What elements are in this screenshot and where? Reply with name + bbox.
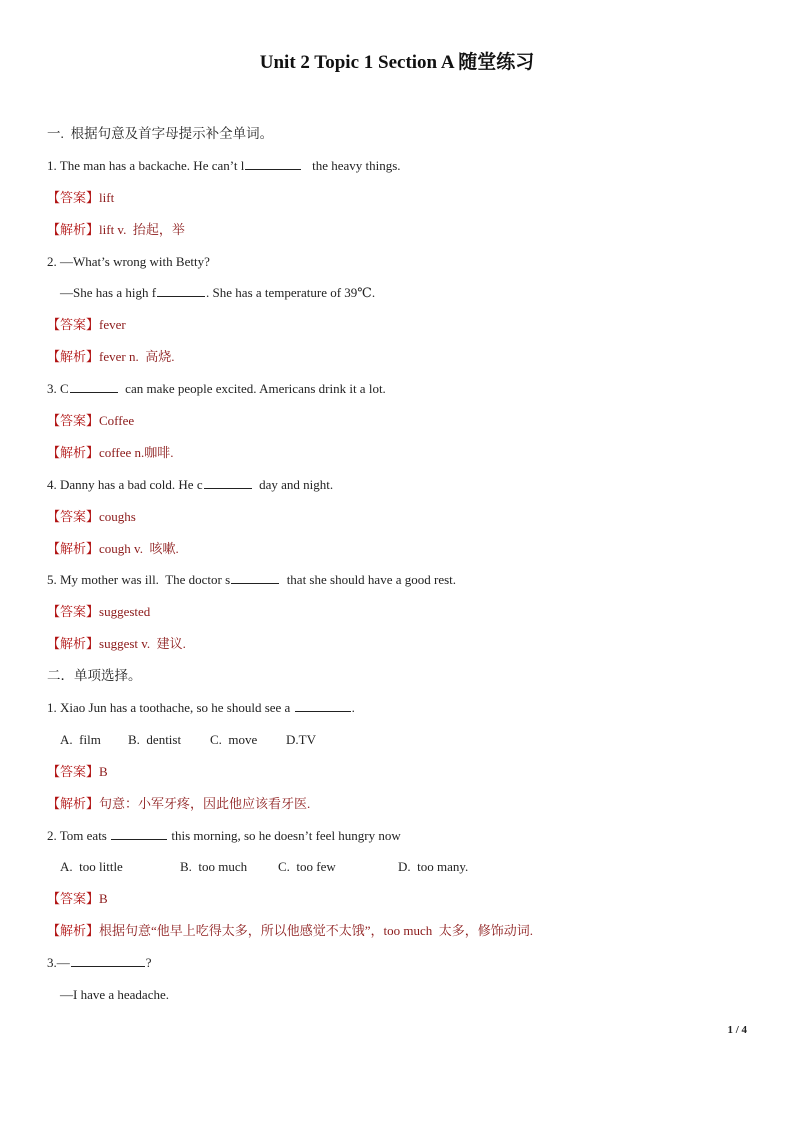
answer-blank xyxy=(71,953,145,967)
answer-blank xyxy=(245,156,301,170)
page-title: Unit 2 Topic 1 Section A 随堂练习 xyxy=(259,52,535,73)
question-text: 1. The man has a backache. He can’t l xyxy=(47,157,245,173)
section-heading: 二．单项选择。 xyxy=(47,668,142,684)
options-line xyxy=(47,851,757,883)
answer-blank xyxy=(111,826,167,840)
question-line xyxy=(47,692,757,724)
answer-text: suggested xyxy=(99,604,151,620)
analysis-text: 根据句意“他早上吃得太多，所以他感觉不太饿”，too much 太多，修饰动词. xyxy=(99,923,534,939)
question-text: can make people excited. Americans drink it a lot. xyxy=(125,381,386,397)
answer-line xyxy=(47,756,757,788)
analysis-text: 句意：小军牙疼，因此他应该看牙医. xyxy=(99,795,311,811)
analysis-text: suggest v. 建议. xyxy=(99,636,186,652)
analysis-text: coffee n.咖啡. xyxy=(99,444,174,460)
page-number: 1 / 4 xyxy=(727,1024,747,1036)
answer-blank xyxy=(70,379,118,393)
answer-line xyxy=(47,501,757,533)
question-text: . She has a temperature of 39℃. xyxy=(206,285,376,301)
answer-line xyxy=(47,596,757,628)
option-d: D.TV xyxy=(286,731,316,747)
answer-line xyxy=(47,405,757,437)
question-text: 1. Xiao Jun has a toothache, so he should see a xyxy=(47,700,294,716)
answer-tag: 【答案】 xyxy=(47,317,100,333)
question-line xyxy=(47,277,757,309)
analysis-tag: 【解析】 xyxy=(47,636,100,652)
question-line xyxy=(47,947,757,979)
analysis-line xyxy=(47,533,757,565)
analysis-line xyxy=(47,341,757,373)
question-line xyxy=(47,820,757,852)
option-c: C. too few xyxy=(278,859,336,875)
question-line: —I have a headache. xyxy=(60,987,169,1003)
analysis-text: lift v. 抬起，举 xyxy=(99,221,185,237)
question-text: this morning, so he doesn’t feel hungry now xyxy=(168,827,401,843)
question-line xyxy=(47,564,757,596)
question-text: 5. My mother was ill. The doctor s xyxy=(47,572,231,588)
answer-tag: 【答案】 xyxy=(47,189,100,205)
answer-blank xyxy=(204,475,252,489)
analysis-tag: 【解析】 xyxy=(47,444,100,460)
answer-line xyxy=(47,309,757,341)
option-b: B. dentist xyxy=(128,731,182,747)
options-line xyxy=(47,724,757,756)
analysis-line xyxy=(47,915,757,947)
answer-text: lift xyxy=(99,189,115,205)
answer-tag: 【答案】 xyxy=(47,891,100,907)
analysis-line xyxy=(47,788,757,820)
question-text: the heavy things. xyxy=(312,157,401,173)
question-text: —She has a high f xyxy=(60,285,157,301)
question-text: 3. C xyxy=(47,381,69,397)
analysis-tag: 【解析】 xyxy=(47,349,100,365)
analysis-line xyxy=(47,214,757,246)
analysis-line xyxy=(47,628,757,660)
question-text: day and night. xyxy=(259,476,334,492)
question-line xyxy=(47,150,757,182)
answer-blank xyxy=(295,698,351,712)
question-text: 4. Danny has a bad cold. He c xyxy=(47,476,203,492)
answer-text: coughs xyxy=(99,508,136,524)
analysis-tag: 【解析】 xyxy=(47,795,100,811)
question-line xyxy=(47,373,757,405)
answer-text: B xyxy=(99,891,108,907)
question-text: . xyxy=(351,700,355,716)
question-text: ? xyxy=(145,955,152,971)
answer-tag: 【答案】 xyxy=(47,763,100,779)
section-heading: 一. 根据句意及首字母提示补全单词。 xyxy=(47,126,274,141)
answer-text: B xyxy=(99,763,108,779)
answer-text: fever xyxy=(99,317,126,333)
analysis-text: cough v. 咳嗽. xyxy=(99,540,179,556)
answer-line xyxy=(47,182,757,214)
option-b: B. too much xyxy=(180,859,248,875)
question-text: that she should have a good rest. xyxy=(286,572,457,588)
answer-tag: 【答案】 xyxy=(47,413,100,429)
analysis-tag: 【解析】 xyxy=(47,923,100,939)
option-d: D. too many. xyxy=(398,859,469,875)
document-content xyxy=(47,118,757,1011)
answer-blank xyxy=(231,570,279,584)
option-a: A. film xyxy=(60,731,101,747)
answer-line xyxy=(47,883,757,915)
question-text: 3.— xyxy=(47,955,70,971)
analysis-tag: 【解析】 xyxy=(47,540,100,556)
analysis-tag: 【解析】 xyxy=(47,221,100,237)
question-line: 2. —What’s wrong with Betty? xyxy=(47,253,210,269)
analysis-text: fever n. 高烧. xyxy=(99,349,175,365)
option-a: A. too little xyxy=(60,859,123,875)
answer-tag: 【答案】 xyxy=(47,508,100,524)
question-line xyxy=(47,469,757,501)
answer-blank xyxy=(157,283,205,297)
answer-tag: 【答案】 xyxy=(47,604,100,620)
answer-text: Coffee xyxy=(99,413,135,429)
question-text: 2. Tom eats xyxy=(47,827,111,843)
option-c: C. move xyxy=(210,731,258,747)
analysis-line xyxy=(47,437,757,469)
